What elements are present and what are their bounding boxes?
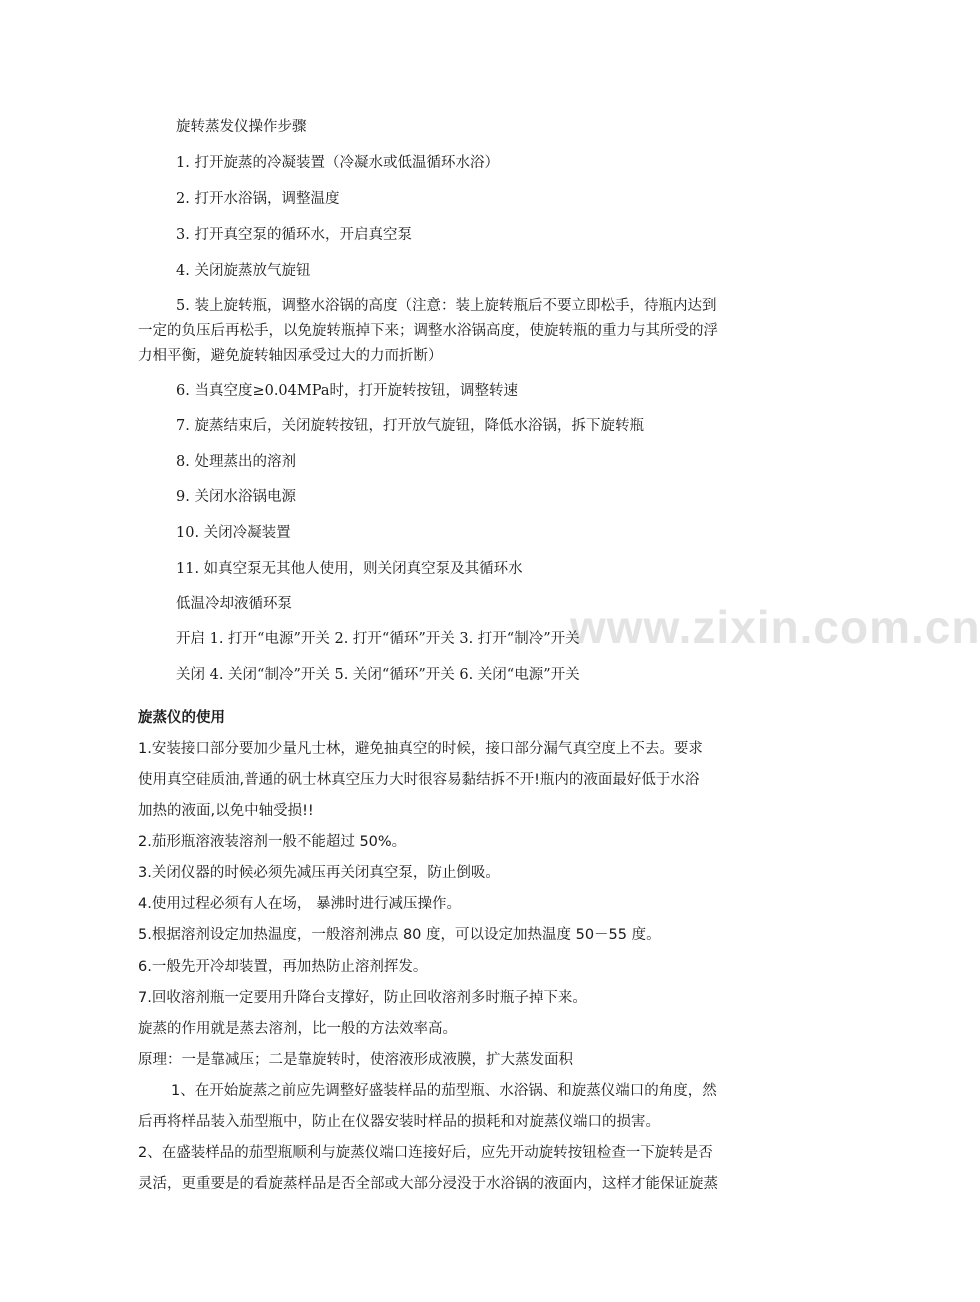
usage-point-1-line-2: 使用真空硅质油,普通的矾士林真空压力大时很容易黏结拆不开!瓶内的液面最好低于水浴 [138, 772, 700, 788]
usage-point-2: 2.茄形瓶溶液装溶剂一般不能超过 50%。 [138, 834, 407, 850]
pump-off-steps: 关闭 4. 关闭“制冷”开关 5. 关闭“循环”开关 6. 关闭“电源”开关 [176, 667, 580, 683]
step-8: 8. 处理蒸出的溶剂 [176, 454, 296, 470]
step-3: 3. 打开真空泵的循环水，开启真空泵 [176, 227, 412, 243]
step-1: 1. 打开旋蒸的冷凝装置（冷凝水或低温循环水浴） [176, 155, 499, 171]
step-5-line-2: 一定的负压后再松手，以免旋转瓶掉下来；调整水浴锅高度，使旋转瓶的重力与其所受的浮 [138, 323, 718, 339]
step-10: 10. 关闭冷凝装置 [176, 525, 291, 541]
pump-title: 低温冷却液循环泵 [176, 596, 292, 612]
usage-point-7: 7.回收溶剂瓶一定要用升降台支撑好，防止回收溶剂多时瓶子掉下来。 [138, 990, 587, 1006]
usage-point-5: 5.根据溶剂设定加热温度，一般溶剂沸点 80 度，可以设定加热温度 50－55 度。 [138, 927, 661, 943]
tip-2-line-1: 2、在盛装样品的茄型瓶顺利与旋蒸仪端口连接好后，应先开动旋转按钮检查一下旋转是否 [138, 1145, 713, 1161]
step-5-line-1: 5. 装上旋转瓶，调整水浴锅的高度（注意：装上旋转瓶后不要立即松手，待瓶内达到 [176, 298, 717, 314]
step-6: 6. 当真空度≥0.04MPa时，打开旋转按钮，调整转速 [176, 383, 518, 399]
tip-1-line-2: 后再将样品装入茄型瓶中，防止在仪器安装时样品的损耗和对旋蒸仪端口的损害。 [138, 1114, 660, 1130]
usage-summary: 旋蒸的作用就是蒸去溶剂，比一般的方法效率高。 [138, 1021, 457, 1037]
step-11: 11. 如真空泵无其他人使用，则关闭真空泵及其循环水 [176, 561, 523, 577]
step-9: 9. 关闭水浴锅电源 [176, 489, 296, 505]
tip-2-line-2: 灵活，更重要是的看旋蒸样品是否全部或大部分浸没于水浴锅的液面内，这样才能保证旋蒸 [138, 1176, 718, 1192]
step-7: 7. 旋蒸结束后，关闭旋转按钮，打开放气旋钮，降低水浴锅，拆下旋转瓶 [176, 418, 644, 434]
usage-point-4: 4.使用过程必须有人在场， 暴沸时进行减压操作。 [138, 896, 461, 912]
step-2: 2. 打开水浴锅，调整温度 [176, 191, 340, 207]
usage-heading: 旋蒸仪的使用 [138, 710, 225, 726]
tip-1-line-1: 1、在开始旋蒸之前应先调整好盛装样品的茄型瓶、水浴锅、和旋蒸仪端口的角度，然 [171, 1083, 717, 1099]
pump-on-steps: 开启 1. 打开“电源”开关 2. 打开“循环”开关 3. 打开“制冷”开关 [176, 631, 580, 647]
usage-point-1-line-3: 加热的液面,以免中轴受损!! [138, 803, 314, 819]
usage-point-6: 6.一般先开冷却装置，再加热防止溶剂挥发。 [138, 959, 428, 975]
step-4: 4. 关闭旋蒸放气旋钮 [176, 263, 311, 279]
step-5-line-3: 力相平衡，避免旋转轴因承受过大的力而折断） [138, 348, 443, 364]
usage-principle: 原理：一是靠减压；二是靠旋转时，使溶液形成液膜，扩大蒸发面积 [138, 1052, 573, 1068]
watermark: www.zixin.com.cn [570, 601, 980, 653]
section-title: 旋转蒸发仪操作步骤 [176, 119, 307, 135]
usage-point-1-line-1: 1.安装接口部分要加少量凡士林，避免抽真空的时候，接口部分漏气真空度上不去。要求 [138, 741, 703, 757]
usage-point-3: 3.关闭仪器的时候必须先减压再关闭真空泵，防止倒吸。 [138, 865, 500, 881]
